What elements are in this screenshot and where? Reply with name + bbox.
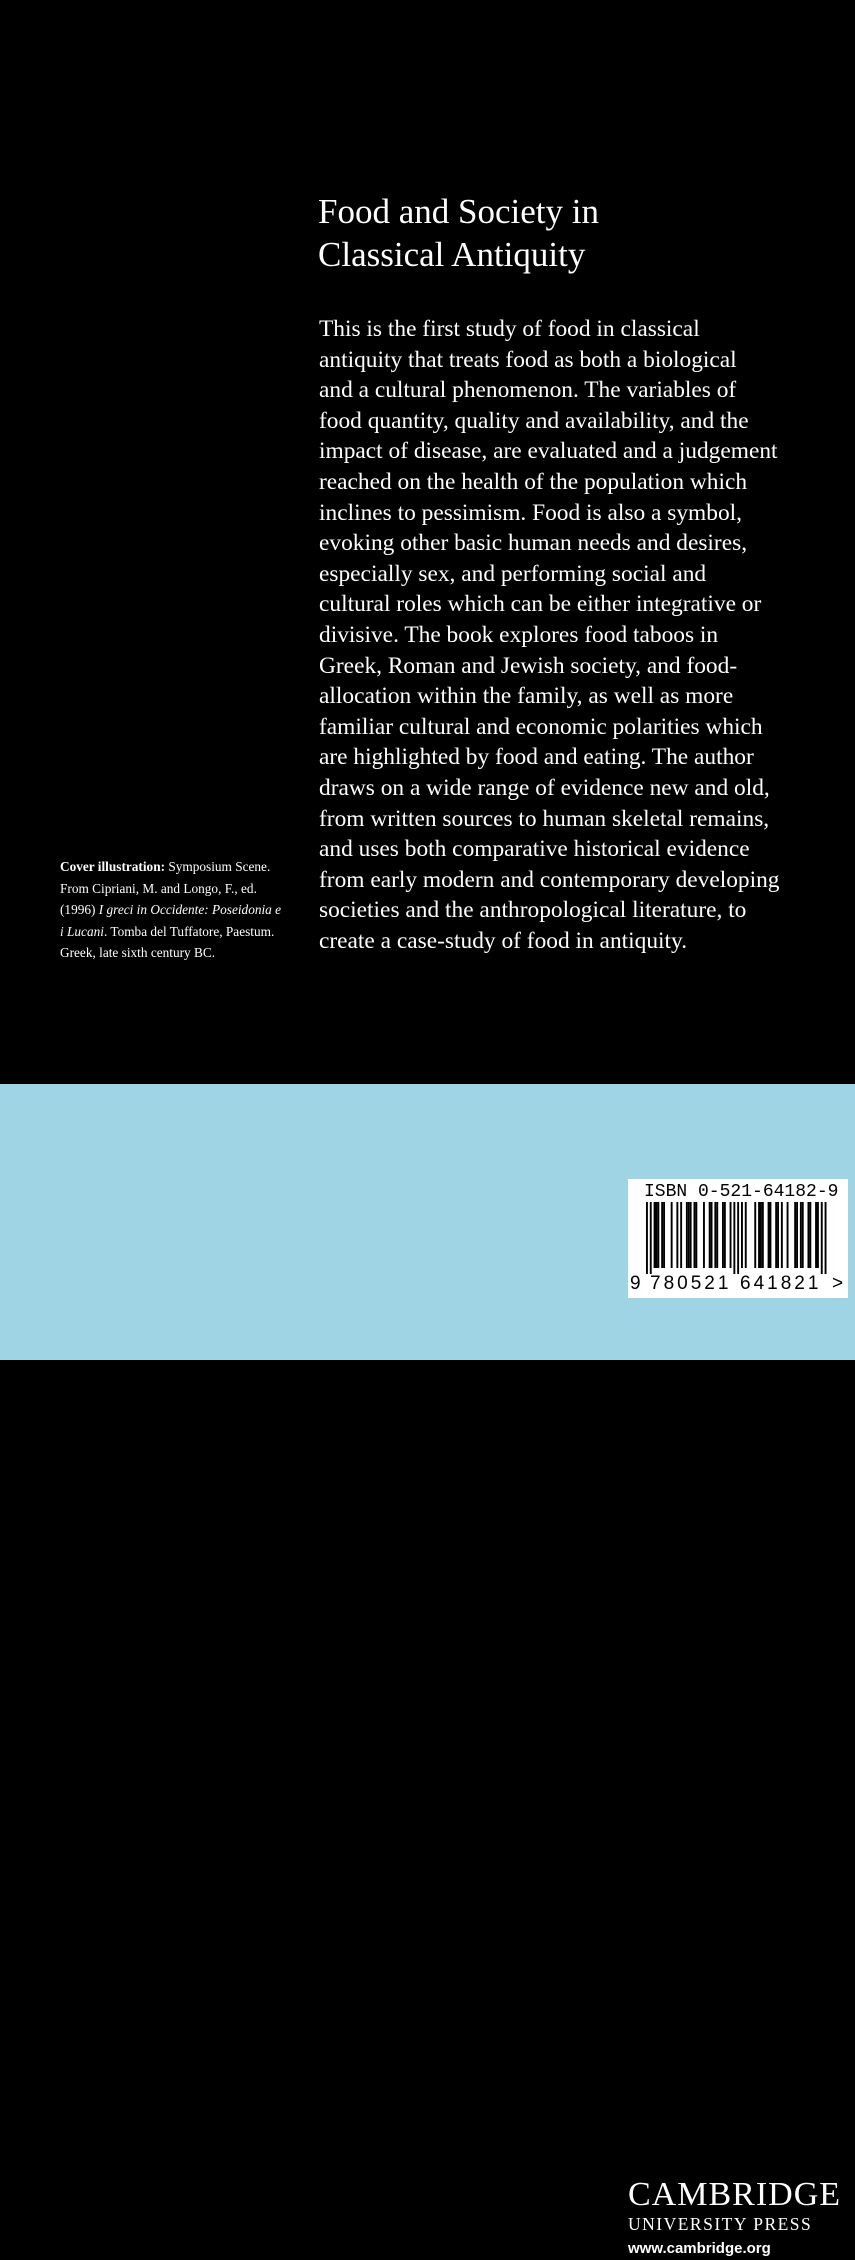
blurb-line: and a cultural phenomenon. The variables of xyxy=(319,377,737,404)
blurb-line: familiar cultural and economic polarities which xyxy=(319,713,763,740)
cover-credit xyxy=(60,856,300,964)
blurb-line: especially sex, and performing social and xyxy=(319,560,707,587)
blurb-line: cultural roles which can be either integrative or xyxy=(319,591,762,618)
barcode-bar xyxy=(741,1202,743,1268)
publisher-subtitle: UNIVERSITY PRESS xyxy=(628,2214,813,2234)
blurb-line: draws on a wide range of evidence new and old, xyxy=(319,774,770,801)
barcode-bar xyxy=(800,1202,802,1268)
barcode-bar xyxy=(777,1202,779,1268)
title-line: Classical Antiquity xyxy=(318,235,586,274)
blurb-line: This is the first study of food in classical xyxy=(319,316,700,342)
barcode-bar xyxy=(775,1202,777,1268)
blurb-line: allocation within the family, as well as more xyxy=(319,683,734,710)
credit-line xyxy=(60,921,300,943)
book-title xyxy=(318,190,798,276)
publisher-logo xyxy=(628,2178,855,2260)
credit-text: Symposium Scene. xyxy=(165,859,271,874)
credit-text: . Tomba del Tuffatore, Paestum. xyxy=(103,923,275,939)
blurb-line: Greek, Roman and Jewish society, and food- xyxy=(319,652,738,679)
credit-line xyxy=(60,856,300,878)
barcode-bar xyxy=(650,1202,652,1274)
publisher-name: CAMBRIDGE xyxy=(628,2176,842,2213)
title-line: Food and Society in xyxy=(318,192,599,231)
barcode-digit-group: 780521 xyxy=(650,1273,732,1294)
barcode-bar xyxy=(754,1202,756,1268)
credit-line xyxy=(60,899,300,921)
barcode-bar xyxy=(671,1202,673,1268)
blurb-line: create a case-study of food in antiquity. xyxy=(319,927,688,954)
isbn-label: ISBN 0-521-64182-9 xyxy=(644,1182,839,1202)
barcode-bar xyxy=(714,1202,716,1268)
barcode-bar xyxy=(808,1202,810,1268)
barcode-bar xyxy=(825,1202,827,1274)
barcode-bar xyxy=(794,1202,796,1268)
book-blurb xyxy=(319,314,809,956)
barcode-bar xyxy=(646,1202,648,1274)
barcode-bar xyxy=(737,1202,739,1274)
barcode-bar xyxy=(730,1202,732,1268)
barcode-bar xyxy=(815,1202,817,1268)
barcode-bar xyxy=(676,1202,678,1268)
barcode-bar xyxy=(821,1202,823,1274)
barcode-bar xyxy=(695,1202,697,1268)
credit-text: (1996) xyxy=(60,902,99,917)
barcode-bar xyxy=(661,1202,663,1268)
barcode-bar xyxy=(760,1202,762,1268)
barcode-digit-group: 641821 xyxy=(740,1273,822,1294)
barcode-bar xyxy=(709,1202,711,1268)
barcode-bar xyxy=(762,1202,764,1268)
barcode-bar xyxy=(787,1202,789,1268)
credit-label: Cover illustration: xyxy=(60,859,166,874)
barcode-bar xyxy=(703,1202,705,1268)
blurb-line: impact of disease, are evaluated and a judgement xyxy=(319,438,778,465)
blurb-line: from written sources to human skeletal remains, xyxy=(319,805,770,832)
blurb-line: divisive. The book explores food taboos in xyxy=(319,621,719,648)
barcode-box xyxy=(628,1179,848,1298)
barcode-bar xyxy=(686,1202,688,1268)
blurb-line: from early modern and contemporary developing xyxy=(319,866,780,893)
barcode-digit-group: > xyxy=(832,1273,844,1294)
barcode-bar xyxy=(690,1202,692,1268)
barcode-bar xyxy=(722,1202,724,1268)
barcode-bar xyxy=(768,1202,770,1268)
barcode-bar xyxy=(654,1202,656,1268)
barcode-bar xyxy=(733,1202,735,1274)
barcode-bar xyxy=(817,1202,819,1268)
barcode-bar xyxy=(809,1202,811,1268)
blurb-line: inclines to pessimism. Food is also a symbol, xyxy=(319,499,742,526)
blurb-line: antiquity that treats food as both a biological xyxy=(319,346,737,373)
dark-panel xyxy=(0,0,855,1084)
blurb-line: and uses both comparative historical evidence xyxy=(319,836,750,863)
credit-line: From Cipriani, M. and Longo, F., ed. xyxy=(60,880,257,896)
barcode-bar xyxy=(770,1202,772,1268)
barcode-bar xyxy=(688,1202,690,1268)
barcode-bar xyxy=(663,1202,665,1268)
blurb-line: food quantity, quality and availability, and the xyxy=(319,407,749,434)
blurb-line: are highlighted by food and eating. The author xyxy=(319,744,754,771)
barcode-bar xyxy=(680,1202,682,1268)
barcode-bar xyxy=(711,1202,713,1268)
barcode-bar xyxy=(656,1202,658,1268)
barcode-bar xyxy=(694,1202,696,1268)
credit-italic: I greci in Occidente: Poseidonia e xyxy=(98,902,282,917)
credit-italic: i Lucani xyxy=(60,923,104,939)
barcode-digit-group: 9 xyxy=(630,1273,641,1294)
blurb-line: reached on the health of the population which xyxy=(319,468,748,495)
barcode-bar xyxy=(724,1202,726,1268)
barcode-bar xyxy=(758,1202,760,1268)
publisher-url[interactable]: www.cambridge.org xyxy=(628,2240,771,2257)
barcode-icon xyxy=(628,1202,848,1274)
blurb-line: societies and the anthropological literature, to xyxy=(319,897,747,924)
barcode-bar xyxy=(802,1202,804,1268)
barcode-bar xyxy=(781,1202,783,1268)
barcode-bar xyxy=(657,1202,659,1268)
credit-line: Greek, late sixth century BC. xyxy=(60,945,216,960)
blurb-line: evoking other basic human needs and desires, xyxy=(319,530,748,557)
barcode-digits xyxy=(628,1273,848,1297)
barcode-bar xyxy=(716,1202,718,1268)
barcode-bar xyxy=(745,1202,747,1268)
barcode-bar xyxy=(796,1202,798,1268)
